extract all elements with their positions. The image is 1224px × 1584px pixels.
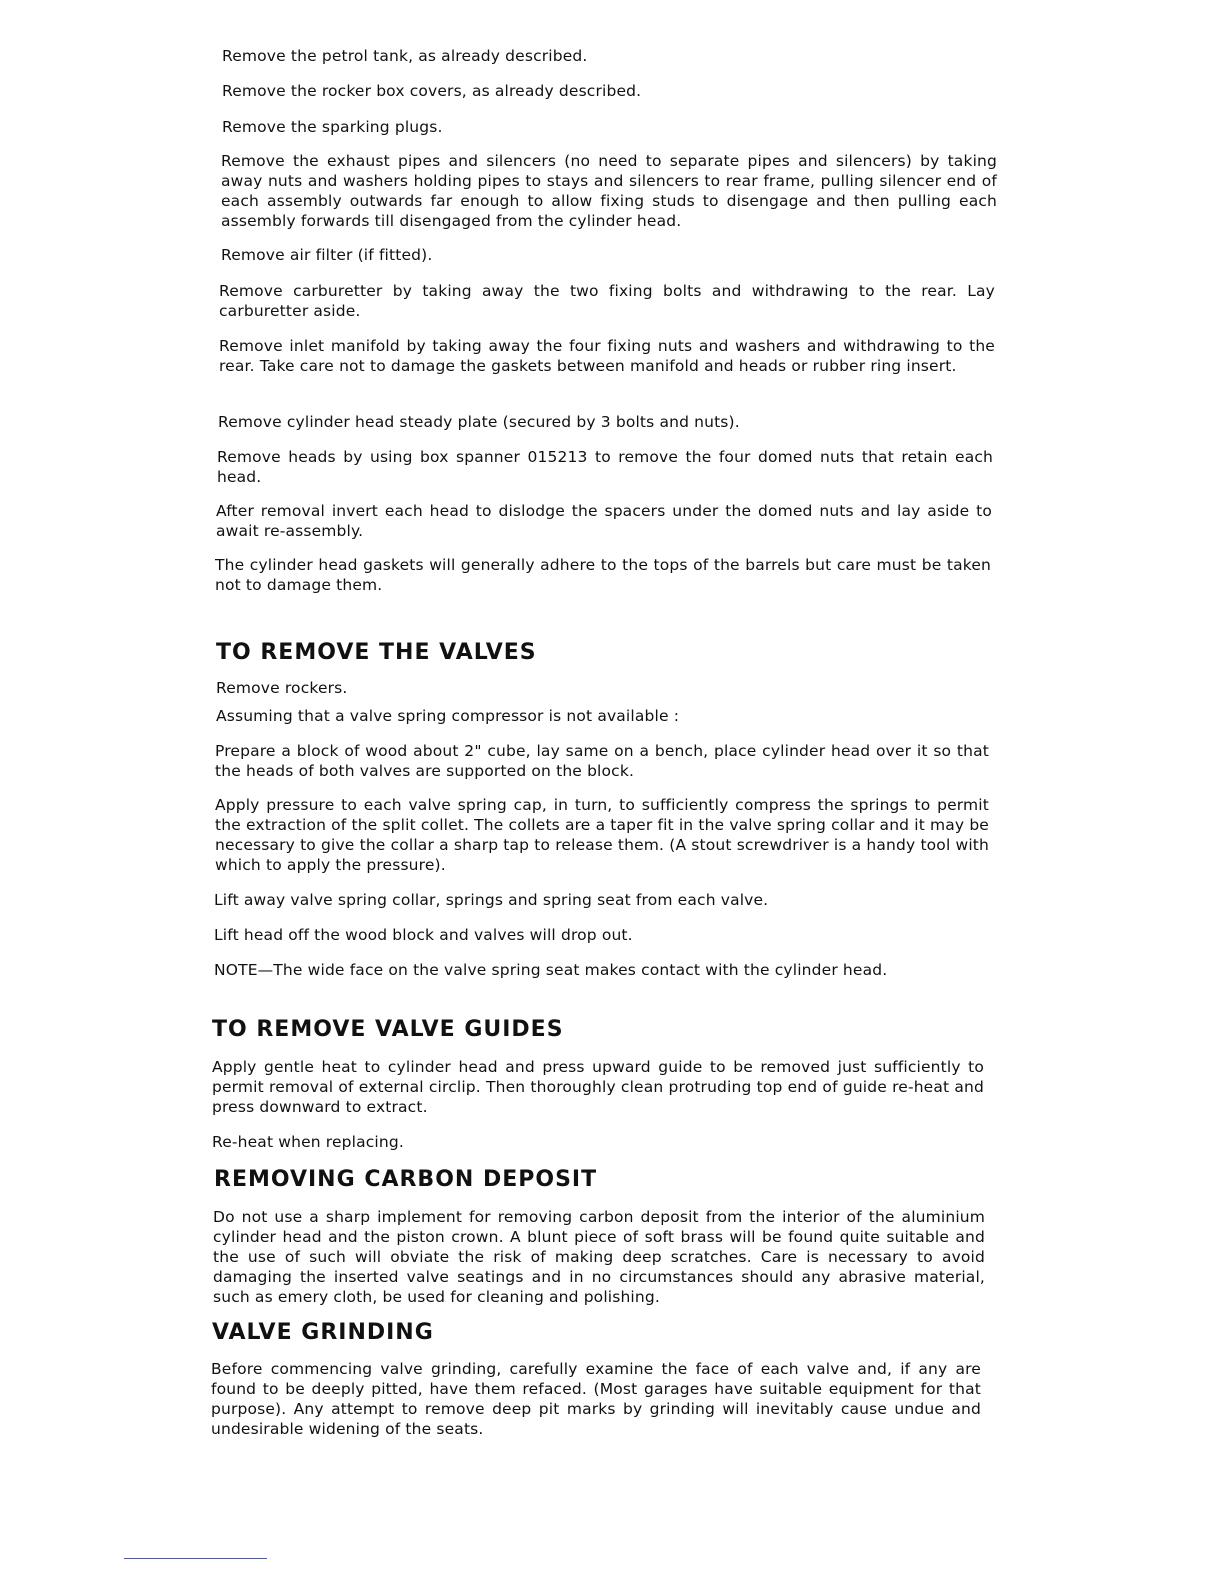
heading-remove-valves: TO REMOVE THE VALVES: [216, 640, 537, 665]
valves-prepare-block: Prepare a block of wood about 2" cube, lay same on a bench, place cylinder head over it so that the heads of both valves are supported on the block.: [215, 742, 989, 780]
step-remove-heads: Remove heads by using box spanner 015213 to remove the four domed nuts that retain each head.: [217, 448, 993, 486]
step-remove-sparking-plugs: Remove the sparking plugs.: [222, 118, 443, 136]
step-remove-inlet-manifold: Remove inlet manifold by taking away the four fixing nuts and washers and withdrawing to the rear. Take care not to damage the gaskets between manifold and heads or rubber ring insert.: [219, 337, 995, 375]
step-invert-heads: After removal invert each head to dislodge the spacers under the domed nuts and lay aside to await re-assembly.: [216, 502, 992, 540]
guides-reheat: Re-heat when replacing.: [212, 1133, 404, 1151]
grinding-paragraph: Before commencing valve grinding, carefully examine the face of each valve and, if any are found to be deeply pitted, have them refaced. (Most garages have suitable equipment for that purpose). Any attempt to remove deep pit marks by grinding will inevitably cause undue and undesirable widening of the seats.: [211, 1360, 981, 1438]
step-remove-carburetter: Remove carburetter by taking away the two fixing bolts and withdrawing to the rear. Lay carburetter aside.: [219, 282, 995, 320]
step-remove-air-filter: Remove air filter (if fitted).: [221, 246, 433, 264]
step-remove-petrol-tank: Remove the petrol tank, as already described.: [222, 47, 588, 65]
valves-lift-collar: Lift away valve spring collar, springs and spring seat from each valve.: [214, 891, 769, 909]
step-remove-exhaust: Remove the exhaust pipes and silencers (no need to separate pipes and silencers) by taking away nuts and washers holding pipes to stays and silencers to rear frame, pulling silencer end of each assembly outwards far enough to allow fixing studs to disengage and then pulling each assembly forwards till disengaged from the cylinder head.: [221, 152, 997, 230]
heading-remove-valve-guides: TO REMOVE VALVE GUIDES: [212, 1017, 564, 1042]
footnote-rule: [124, 1558, 267, 1559]
guides-apply-heat: Apply gentle heat to cylinder head and press upward guide to be removed just sufficiently to permit removal of external circlip. Then thoroughly clean protruding top end of guide re-heat and press downward to extract.: [212, 1058, 984, 1116]
valves-assumption: Assuming that a valve spring compressor is not available :: [216, 707, 680, 725]
valves-remove-rockers: Remove rockers.: [216, 679, 348, 697]
heading-removing-carbon: REMOVING CARBON DEPOSIT: [214, 1167, 598, 1192]
valves-lift-head: Lift head off the wood block and valves will drop out.: [214, 926, 633, 944]
heading-valve-grinding: VALVE GRINDING: [212, 1320, 434, 1345]
step-remove-rocker-covers: Remove the rocker box covers, as already described.: [222, 82, 642, 100]
valves-apply-pressure: Apply pressure to each valve spring cap, in turn, to sufficiently compress the springs to permit the extraction of the split collet. The collets are a taper fit in the valve spring collar and it may be necessary to give the collar a sharp tap to release them. (A stout screwdriver is a handy tool with which to apply the pressure).: [215, 796, 989, 874]
carbon-paragraph: Do not use a sharp implement for removing carbon deposit from the interior of the aluminium cylinder head and the piston crown. A blunt piece of soft brass will be found quite suitable and the use of such will obviate the risk of making deep scratches. Care is necessary to avoid damaging the inserted valve seatings and in no circumstances should any abrasive material, such as emery cloth, be used for cleaning and polishing.: [213, 1208, 985, 1306]
valves-note: NOTE—The wide face on the valve spring seat makes contact with the cylinder head.: [214, 961, 888, 979]
step-gaskets-note: The cylinder head gaskets will generally adhere to the tops of the barrels but care must be taken not to damage them.: [215, 556, 991, 594]
step-remove-steady-plate: Remove cylinder head steady plate (secured by 3 bolts and nuts).: [218, 413, 740, 431]
